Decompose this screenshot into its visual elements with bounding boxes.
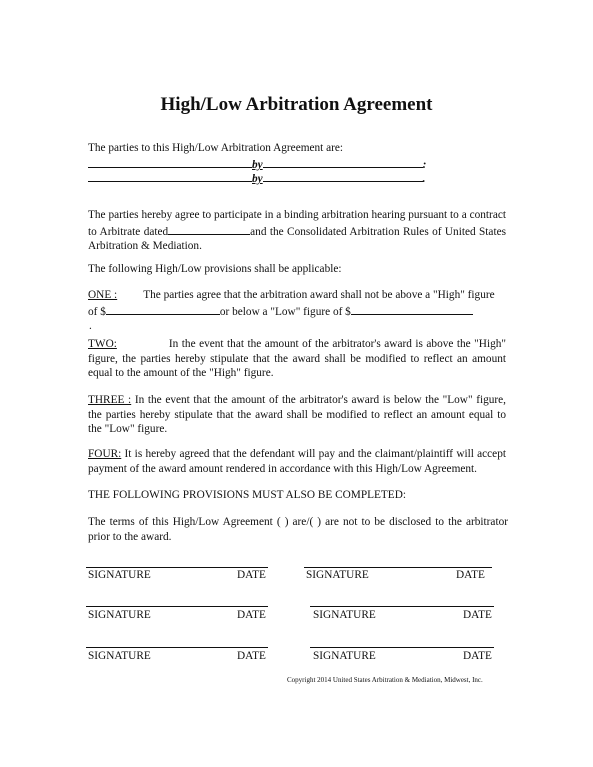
provisions-intro: The following High/Low provisions shall be applicable:	[88, 263, 342, 275]
provision-one-period: .	[89, 320, 92, 332]
following-provisions-heading: THE FOLLOWING PROVISIONS MUST ALSO BE COMPLETED:	[88, 489, 407, 501]
signature-line-2-left[interactable]	[86, 606, 268, 607]
provision-one-text: The parties agree that the arbitration award shall not be above a "High" figure	[143, 289, 495, 301]
signature-line-3-right[interactable]	[310, 647, 494, 648]
date-label: DATE	[463, 650, 492, 662]
provision-two-text: In the event that the amount of the arbitrator's award is above the "High" figure, the parties hereby stipulate that the award shall be modified to reflect an amount equal to the amount of the "High" figure.	[88, 338, 506, 379]
signature-label: SIGNATURE	[88, 650, 151, 662]
provision-one-label: ONE :	[88, 289, 118, 301]
provision-two-label: TWO:	[88, 338, 117, 350]
provision-two	[88, 337, 506, 381]
signature-label: SIGNATURE	[306, 569, 369, 581]
participation-text: The parties hereby agree to participate in a binding arbitration hearing pursuant to a contract to Arbitrate dated	[88, 209, 506, 238]
provision-one	[88, 288, 508, 334]
line-end-colon: :	[422, 159, 427, 171]
date-label: DATE	[463, 609, 492, 621]
disclosure-terms: The terms of this High/Low Agreement ( ) are/( ) are not to be disclosed to the arbitrator prior to the award.	[88, 516, 508, 543]
copyright-footer: Copyright 2014 United States Arbitration & Mediation, Midwest, Inc.	[287, 676, 483, 684]
provision-three	[88, 393, 506, 437]
signature-label: SIGNATURE	[313, 650, 376, 662]
party-2-representative-field[interactable]	[263, 170, 423, 182]
party-1-name-field[interactable]	[88, 156, 252, 168]
party-1-representative-field[interactable]	[263, 156, 423, 168]
signature-line-2-right[interactable]	[310, 606, 494, 607]
signature-label: SIGNATURE	[88, 569, 151, 581]
party-line-2	[88, 170, 426, 187]
signature-line-3-left[interactable]	[86, 647, 268, 648]
parties-intro: The parties to this High/Low Arbitration Agreement are:	[88, 142, 344, 154]
high-figure-field[interactable]	[106, 303, 220, 315]
low-figure-text: or below a "Low" figure of $	[219, 305, 351, 318]
provision-four	[88, 447, 506, 476]
document-title: High/Low Arbitration Agreement	[160, 94, 433, 115]
low-figure-field[interactable]	[351, 303, 473, 315]
contract-date-field[interactable]	[168, 223, 250, 235]
party-2-name-field[interactable]	[88, 170, 252, 182]
provision-three-text: In the event that the amount of the arbitrator's award is below the "Low" figure, the parties hereby stipulate that the award shall be modified to reflect an amount equal to the "Low" figure.	[88, 394, 507, 435]
date-label: DATE	[237, 569, 266, 581]
provision-four-label: FOUR:	[88, 448, 122, 460]
line-end-period: .	[422, 173, 426, 185]
participation-text-continued: and the Consolidated Arbitration Rules of United States Arbitration & Mediation.	[88, 225, 506, 252]
date-label: DATE	[456, 569, 485, 581]
provision-three-label: THREE :	[88, 394, 132, 406]
signature-label: SIGNATURE	[313, 609, 376, 621]
participation-paragraph	[88, 208, 506, 254]
date-label: DATE	[237, 609, 266, 621]
high-figure-prefix: of $	[88, 305, 106, 318]
provision-four-text: It is hereby agreed that the defendant will pay and the claimant/plaintiff will accept payment of the award amount rendered in accordance with this High/Low Agreement.	[88, 448, 506, 475]
signature-label: SIGNATURE	[88, 609, 151, 621]
date-label: DATE	[237, 650, 266, 662]
by-label: by	[252, 173, 263, 185]
by-label: by	[252, 159, 263, 171]
